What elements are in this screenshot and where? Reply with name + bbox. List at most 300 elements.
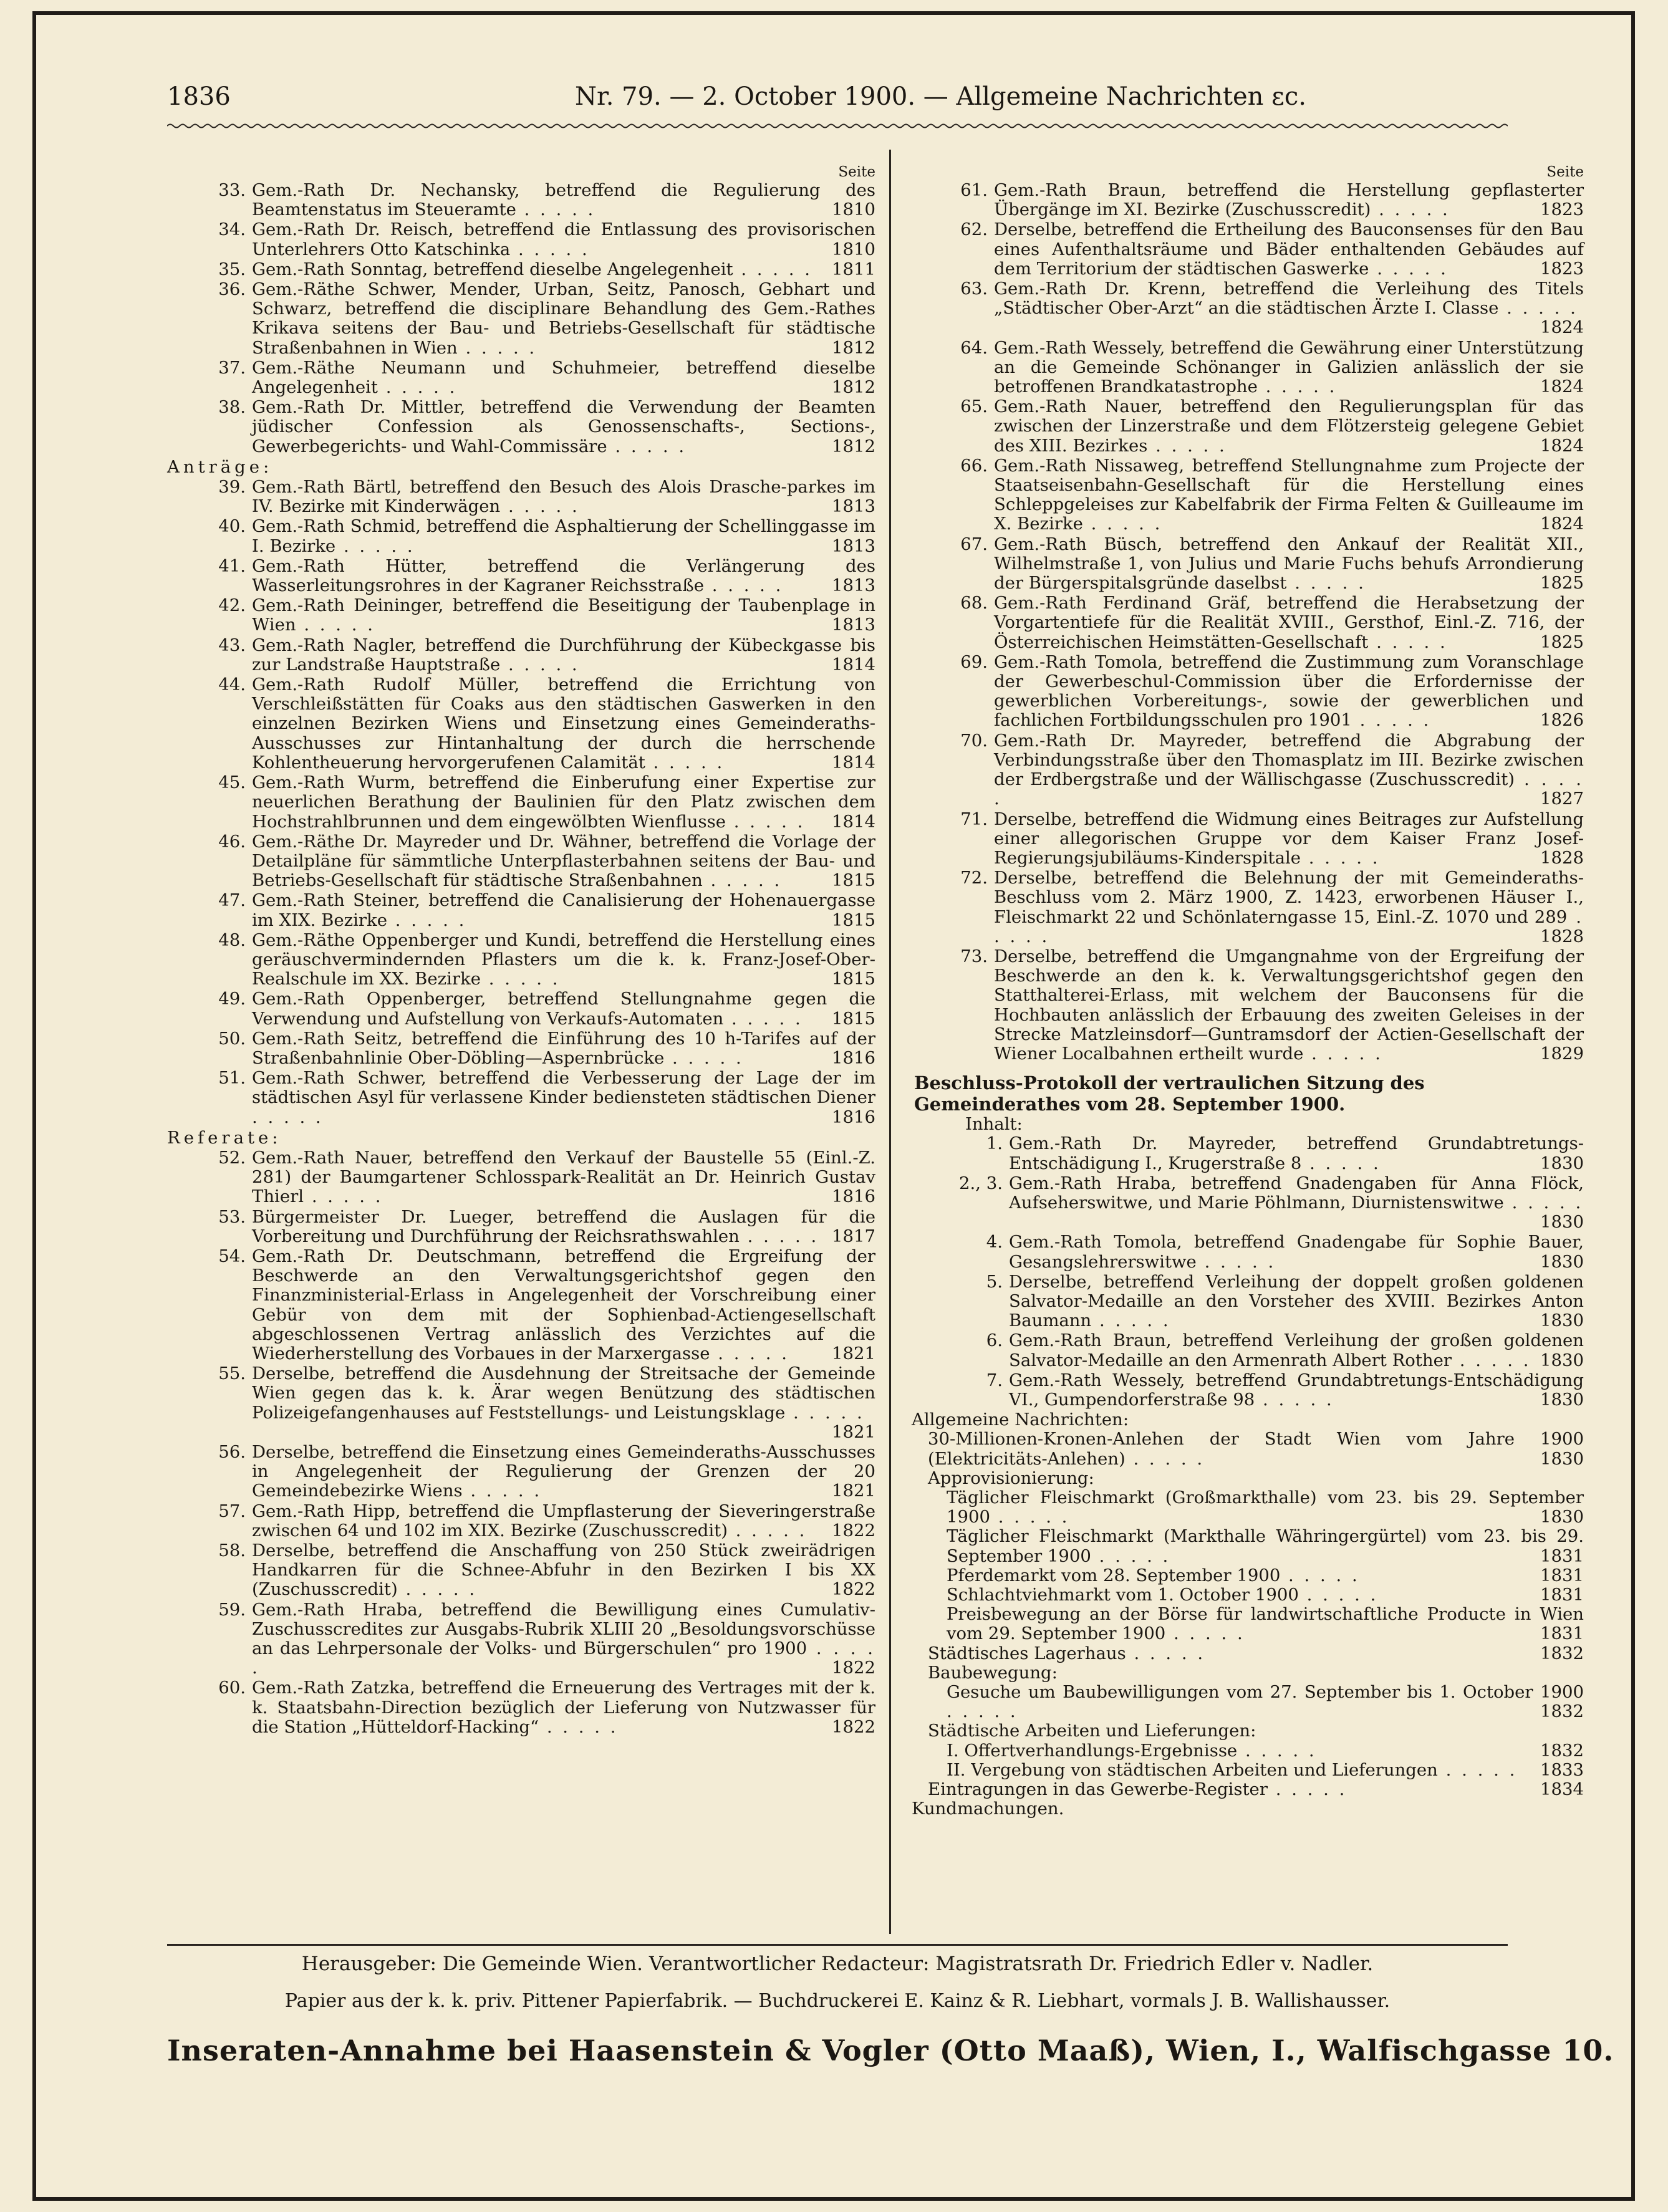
leader-dots: . . . . . bbox=[510, 239, 590, 259]
entry-text bbox=[994, 535, 1584, 594]
leader-dots: . . . . . bbox=[1255, 1389, 1334, 1410]
page-reference: 1814 bbox=[832, 811, 875, 832]
leader-dots: . . . . . bbox=[335, 536, 415, 556]
entry-text bbox=[994, 653, 1584, 731]
leader-dots: . . . . . bbox=[1437, 1759, 1518, 1780]
entry-number: 62. bbox=[960, 219, 988, 240]
referate-list bbox=[167, 1148, 875, 1737]
page-reference: 1830 bbox=[1540, 1448, 1584, 1469]
entry-text bbox=[252, 1069, 875, 1127]
news-item-title: Gesuche um Baubewilligungen vom 27. September bis 1. October 1900 bbox=[947, 1682, 1584, 1703]
page-reference: 1815 bbox=[832, 910, 875, 930]
entry-title: Derselbe, betreffend die Einsetzung eines Gemeinderaths-Ausschusses in Angelegenheit der Regulierung der Grenzen der 20 Gemeindebezirke Wiens bbox=[252, 1442, 875, 1501]
page-reference: 1822 bbox=[832, 1716, 875, 1737]
page-reference: 1830 bbox=[1540, 1153, 1584, 1173]
entry-number: 6. bbox=[986, 1330, 1003, 1351]
antraege-heading: Anträge: bbox=[167, 456, 273, 477]
news-item bbox=[909, 1663, 1584, 1683]
page-number: 1836 bbox=[167, 82, 231, 111]
page-reference: 1822 bbox=[832, 1579, 875, 1600]
page-reference: 1830 bbox=[1540, 1310, 1584, 1331]
entry-number: 49. bbox=[218, 989, 246, 1009]
entry-number: 71. bbox=[960, 809, 988, 829]
entry-title: Gem.-Räthe Neumann und Schuhmeier, betreffend dieselbe Angelegenheit bbox=[252, 357, 875, 398]
entry-text bbox=[252, 1029, 875, 1068]
entry-title: Gem.-Rath Nauer, betreffend den Regulierungsplan für das zwischen der Linzerstraße und dem Flötzersteig gelegene Gebiet des XIII. Bezirkes bbox=[994, 397, 1584, 456]
news-item bbox=[909, 1605, 1584, 1643]
page-reference: 1813 bbox=[832, 536, 875, 556]
entry-title: Gem.-Rath Dr. Nechansky, betreffend die Regulierung des Beamtenstatus im Steueramte bbox=[252, 180, 875, 220]
leader-dots: . . . . . bbox=[457, 337, 538, 358]
entry-text bbox=[252, 220, 875, 259]
list-entry bbox=[167, 478, 875, 516]
news-item-title: Schlachtviehmarkt vom 1. October 1900 bbox=[947, 1585, 1299, 1605]
leader-dots: . . . . . bbox=[1371, 200, 1450, 220]
list-entry bbox=[909, 1272, 1584, 1331]
leader-dots: . . . . . bbox=[645, 752, 725, 772]
page-reference: 1823 bbox=[1540, 258, 1584, 279]
page-reference: 1824 bbox=[1540, 377, 1584, 397]
entry-text bbox=[252, 1148, 875, 1207]
leader-dots: . . . . . bbox=[664, 1047, 744, 1068]
entry-title: Gem.-Rath Wessely, betreffend Grundabtretungs-Entschädigung VI., Gumpendorferstraße 98 bbox=[1009, 1370, 1584, 1410]
news-item bbox=[909, 1741, 1584, 1761]
list-entry bbox=[167, 1678, 875, 1737]
entry-title: Gem.-Rath Tomola, betreffend die Zustimmung zum Voranschlage der Gewerbeschul-Commission über die Erfordernisse der gewerblichen Vorbereitungs-, sowie der gewerblichen und fachlichen Fortbildungsschulen pro 1901 bbox=[994, 652, 1584, 731]
inhalt-list bbox=[909, 1134, 1584, 1410]
page-reference: 1816 bbox=[832, 1107, 875, 1127]
entry-text bbox=[252, 596, 875, 635]
entry-number: 34. bbox=[218, 219, 246, 240]
page-reference: 1831 bbox=[1540, 1585, 1584, 1605]
entry-title: Gem.-Rath Bärtl, betreffend den Besuch des Alois Drasche-parkes im IV. Bezirke mit Kinderwägen bbox=[252, 477, 875, 517]
page-reference: 1813 bbox=[832, 496, 875, 517]
page-reference: 1823 bbox=[1540, 200, 1584, 220]
news-item-title: Pferdemarkt vom 28. September 1900 bbox=[947, 1565, 1281, 1585]
news-item-title: II. Vergebung von städtischen Arbeiten und Lieferungen bbox=[947, 1759, 1438, 1780]
list-entry bbox=[167, 260, 875, 279]
entry-text bbox=[1009, 1371, 1584, 1410]
page-reference: 1814 bbox=[832, 654, 875, 675]
entry-number: 45. bbox=[218, 772, 246, 793]
entry-text bbox=[1009, 1134, 1584, 1173]
allgemeine-nachrichten-list bbox=[909, 1430, 1584, 1819]
entry-number: 66. bbox=[960, 455, 988, 476]
list-entry bbox=[909, 220, 1584, 279]
leader-dots: . . . . . bbox=[481, 969, 561, 989]
page-reference: 1813 bbox=[832, 575, 875, 596]
news-item-text bbox=[947, 1605, 1584, 1643]
entry-title: Gem.-Rath Büsch, betreffend den Ankauf der Realität XII., Wilhelmstraße 1, von Julius und Marie Fuchs behufs Arrondierung der Bürgerspitalsgründe daselbst bbox=[994, 534, 1584, 594]
entry-title: Gem.-Rath Zatzka, betreffend die Erneuerung des Vertrages mit der k. k. Staatsbahn-Direction bezüglich der Lieferung von Nutzwasser für die Station „Hütteldorf-Hacking“ bbox=[252, 1678, 875, 1737]
entry-title: Gem.-Rath Tomola, betreffend Gnadengabe für Sophie Bauer, Gesangslehrerswitwe bbox=[1009, 1232, 1584, 1272]
entry-number: 35. bbox=[218, 259, 246, 279]
entry-text bbox=[994, 594, 1584, 652]
leader-dots: . . . . . bbox=[1286, 573, 1366, 594]
news-item bbox=[909, 1799, 1584, 1819]
list-entry bbox=[167, 517, 875, 555]
list-entry bbox=[167, 358, 875, 397]
entry-number: 39. bbox=[218, 477, 246, 498]
leader-dots: . . . . . bbox=[1301, 1153, 1381, 1173]
entry-text bbox=[252, 1502, 875, 1541]
entry-text bbox=[994, 339, 1584, 397]
list-entry bbox=[909, 535, 1584, 594]
page-reference: 1828 bbox=[1540, 847, 1584, 868]
leader-dots: . . . . . bbox=[1082, 514, 1163, 534]
news-item-title: I. Offertverhandlungs-Ergebnisse bbox=[947, 1740, 1238, 1761]
news-item bbox=[909, 1488, 1584, 1527]
entry-text bbox=[994, 731, 1584, 809]
entry-title: Gem.-Rath Seitz, betreffend die Einführung des 10 h-Tarifes auf der Straßenbahnlinie Ober-Döbling—Aspernbrücke bbox=[252, 1028, 875, 1068]
entry-title: Derselbe, betreffend die Anschaffung von 250 Stück zweirädrigen Handkarren für die Schnee-Abfuhr in den Bezirken I bis XX (Zuschusscredit) bbox=[252, 1541, 875, 1600]
news-item-title: Täglicher Fleischmarkt (Großmarkthalle) vom 23. bis 29. September 1900 bbox=[947, 1488, 1584, 1527]
entry-text bbox=[252, 891, 875, 930]
leader-dots: . . . . . bbox=[725, 811, 806, 832]
list-entry bbox=[909, 181, 1584, 219]
leader-dots: . . . . . bbox=[710, 1343, 789, 1363]
entry-text bbox=[252, 358, 875, 397]
news-item-title: Täglicher Fleischmarkt (Markthalle Währingergürtel) vom 23. bis 29. September 1900 bbox=[947, 1526, 1584, 1566]
leader-dots: . . . . . bbox=[462, 1481, 542, 1501]
leader-dots: . . . . . bbox=[607, 436, 687, 456]
entry-title: Gem.-Rath Nissaweg, betreffend Stellungnahme zum Projecte der Staatseisenbahn-Gesellschaft für die Herstellung eines Schleppgeleises zur Kabelfabrik der Firma Felten & Guilleaume im X. Bezirke bbox=[994, 455, 1584, 534]
entry-number: 63. bbox=[960, 279, 988, 299]
list-entry bbox=[167, 675, 875, 772]
news-item-title: Preisbewegung an der Börse für landwirtschaftliche Producte in Wien vom 29. September 1900 bbox=[947, 1604, 1584, 1644]
entry-text bbox=[252, 989, 875, 1028]
list-entry bbox=[167, 1364, 875, 1442]
news-item bbox=[909, 1585, 1584, 1605]
entry-title: Gem.-Rath Nagler, betreffend die Durchführung der Kübeckgasse bis zur Landstraße Hauptstraße bbox=[252, 635, 875, 675]
entry-number: 33. bbox=[218, 180, 246, 200]
entry-text bbox=[252, 260, 875, 279]
entry-title: Gem.-Rath Braun, betreffend Verleihung der großen goldenen Salvator-Medaille an den Armenrath Albert Rother bbox=[1009, 1330, 1584, 1370]
page-reference: 1833 bbox=[1540, 1759, 1584, 1780]
entry-number: 43. bbox=[218, 635, 246, 655]
entry-title: Bürgermeister Dr. Lueger, betreffend die Auslagen für die Vorbereitung und Durchführung der Reichsrathswahlen bbox=[252, 1206, 875, 1246]
page-reference: 1824 bbox=[1540, 514, 1584, 534]
entry-text bbox=[994, 947, 1584, 1064]
page-reference: 1815 bbox=[832, 870, 875, 891]
list-entry bbox=[167, 1541, 875, 1600]
page-reference: 1831 bbox=[1540, 1546, 1584, 1566]
list-entry bbox=[909, 810, 1584, 868]
leader-dots: . . . . . bbox=[1091, 1310, 1171, 1331]
leader-dots: . . . . . bbox=[1125, 1448, 1205, 1469]
page-reference: 1830 bbox=[1540, 1350, 1584, 1370]
list-entry bbox=[909, 947, 1584, 1064]
news-item-text bbox=[928, 1469, 1584, 1488]
leader-dots: . . . . . bbox=[1126, 1643, 1206, 1663]
news-item bbox=[909, 1780, 1584, 1799]
entry-number: 48. bbox=[218, 930, 246, 950]
leader-dots: . . . . . bbox=[1503, 1192, 1584, 1213]
imprint-printer: Papier aus der k. k. priv. Pittener Papierfabrik. — Buchdruckerei E. Kainz & R. Liebhart, vormals J. B. Wallishausser. bbox=[284, 1990, 1391, 2012]
entry-number: 1. bbox=[986, 1133, 1003, 1154]
page-reference: 1813 bbox=[832, 615, 875, 635]
entry-number: 38. bbox=[218, 397, 246, 418]
entry-number: 51. bbox=[218, 1068, 246, 1089]
list-entry bbox=[167, 1443, 875, 1501]
news-item bbox=[909, 1469, 1584, 1488]
entry-text bbox=[252, 1600, 875, 1678]
entry-number: 40. bbox=[218, 516, 246, 537]
page-reference: 1812 bbox=[832, 337, 875, 358]
protokoll-title: Beschluss-Protokoll der vertraulichen Sitzung des Gemeinderathes vom 28. September 1900. bbox=[914, 1072, 1425, 1115]
list-entry bbox=[909, 868, 1584, 946]
news-item bbox=[909, 1527, 1584, 1565]
list-entry bbox=[167, 636, 875, 675]
list-entry bbox=[909, 1331, 1584, 1370]
entry-text bbox=[1009, 1272, 1584, 1331]
entry-text bbox=[252, 398, 875, 456]
entry-title: Gem.-Rath Dr. Krenn, betreffend die Verleihung des Titels „Städtischer Ober-Arzt“ an die städtischen Ärzte I. Classe bbox=[994, 279, 1584, 319]
list-entry bbox=[167, 1069, 875, 1127]
leader-dots: . . . . . bbox=[785, 1402, 865, 1423]
footer-rule bbox=[167, 1944, 1508, 1946]
leader-dots: . . . . . bbox=[296, 615, 375, 635]
page-reference: 1830 bbox=[1540, 1251, 1584, 1272]
entry-text bbox=[994, 456, 1584, 534]
news-item-title: Baubewegung: bbox=[928, 1662, 1058, 1683]
news-item-text bbox=[912, 1799, 1584, 1819]
column-separator bbox=[889, 150, 891, 1934]
entry-title: Gem.-Rath Wessely, betreffend die Gewährung einer Unterstützung an die Gemeinde Schönanger in Galizien anlässlich der sie betroffenen Brandkatastrophe bbox=[994, 337, 1584, 397]
page-reference: 1816 bbox=[832, 1186, 875, 1207]
entry-number: 56. bbox=[218, 1442, 246, 1462]
page-reference: 1811 bbox=[832, 259, 875, 279]
page-reference: 1828 bbox=[1540, 926, 1584, 946]
page-reference: 1826 bbox=[1540, 710, 1584, 731]
entry-text bbox=[994, 220, 1584, 279]
list-entry bbox=[167, 1247, 875, 1363]
entry-number: 69. bbox=[960, 652, 988, 672]
news-item-title: Kundmachungen. bbox=[912, 1799, 1064, 1819]
news-item bbox=[909, 1430, 1584, 1468]
leader-dots: . . . . . bbox=[500, 654, 580, 675]
entry-title: Gem.-Räthe Schwer, Mender, Urban, Seitz, Panosch, Gebhart und Schwarz, betreffend die disciplinare Behandlung des Gem.-Rathes Krikava seitens der Bau- und Betriebs-Gesellschaft für städtische Straßenbahnen in Wien bbox=[252, 279, 875, 358]
leader-dots: . . . . . bbox=[1267, 1779, 1347, 1800]
entry-title: Gem.-Rath Steiner, betreffend die Canalisierung der Hohenauergasse im XIX. Bezirke bbox=[252, 890, 875, 930]
entry-text bbox=[1009, 1331, 1584, 1370]
list-entry bbox=[167, 220, 875, 259]
list-entry bbox=[167, 832, 875, 891]
news-item bbox=[909, 1721, 1584, 1741]
leader-dots: . . . . . bbox=[1196, 1251, 1276, 1272]
entry-number: 47. bbox=[218, 890, 246, 911]
entry-number: 65. bbox=[960, 397, 988, 417]
page-reference: 1825 bbox=[1540, 632, 1584, 652]
entry-number: 52. bbox=[218, 1147, 246, 1168]
entry-title: Derselbe, betreffend die Widmung eines Beitrages zur Aufstellung einer allegorischen Gruppe vor dem Kaiser Franz Josef-Regierungsjubiläums-Kinderspitale bbox=[994, 809, 1584, 868]
entry-text bbox=[1009, 1174, 1584, 1233]
entry-title: Gem.-Rath Dr. Deutschmann, betreffend die Ergreifung der Beschwerde an den Verwaltungsgerichtshof gegen den Finanzministerial-Erlass in Angelegenheit der Vorschreibung einer Gebür von dem mit der Sophienbad-Actiengesellschaft abgeschlossenen Vertrag anlässlich des Verzichtes auf die Wiederherstellung des Vorbaues in der Marxergasse bbox=[252, 1246, 875, 1363]
entry-text bbox=[252, 478, 875, 516]
page-reference: 1822 bbox=[832, 1658, 875, 1678]
page-reference: 1829 bbox=[1540, 1043, 1584, 1064]
news-item bbox=[909, 1761, 1584, 1780]
entry-number: 4. bbox=[986, 1232, 1003, 1253]
list-entry bbox=[909, 653, 1584, 731]
list-entry bbox=[909, 1233, 1584, 1271]
page-reference: 1822 bbox=[832, 1520, 875, 1541]
seite-label-right: Seite bbox=[1546, 164, 1584, 180]
entry-text bbox=[1009, 1233, 1584, 1271]
entry-title: Gem.-Räthe Dr. Mayreder und Dr. Wähner, betreffend die Vorlage der Detailpläne für sämmtliche Unterpflasterbahnen seitens der Bau- und Betriebs-Gesellschaft für städtische Straßenbahnen bbox=[252, 831, 875, 891]
page-reference: 1816 bbox=[832, 1047, 875, 1068]
news-item-text bbox=[947, 1488, 1584, 1527]
entry-title: Gem.-Rath Oppenberger, betreffend Stellungnahme gegen die Verwendung und Aufstellung von Verkaufs-Automaten bbox=[252, 989, 875, 1029]
leader-dots: . . . . . bbox=[947, 1701, 1018, 1722]
entry-title: Gem.-Rath Nauer, betreffend den Verkauf der Baustelle 55 (Einl.-Z. 281) der Baumgartener Schlosspark-Realität an Dr. Heinrich Gustav Thierl bbox=[252, 1147, 875, 1207]
page-reference: 1827 bbox=[1540, 789, 1584, 809]
list-entry bbox=[167, 1502, 875, 1541]
entry-text bbox=[252, 636, 875, 675]
leader-dots: . . . . . bbox=[1369, 258, 1449, 279]
list-entry bbox=[909, 1174, 1584, 1233]
entry-title: Gem.-Rath Hipp, betreffend die Umpflasterung der Sieveringerstraße zwischen 64 und 102 im XIX. Bezirke (Zuschusscredit) bbox=[252, 1501, 875, 1541]
list-entry bbox=[167, 181, 875, 219]
page-reference: 1832 bbox=[1540, 1701, 1584, 1722]
leader-dots: . . . . . bbox=[516, 200, 596, 220]
page-reference: 1810 bbox=[832, 239, 875, 259]
right-column bbox=[909, 163, 1584, 1819]
news-item-text bbox=[947, 1527, 1584, 1565]
left-top-entries bbox=[167, 181, 875, 456]
imprint-advertising: Inseraten-Annahme bei Haasenstein & Vogler (Otto Maaß), Wien, I., Walfischgasse 10. bbox=[167, 2034, 1614, 2067]
page-reference: 1831 bbox=[1540, 1623, 1584, 1644]
leader-dots: . . . . . bbox=[733, 259, 812, 279]
entry-text bbox=[252, 1208, 875, 1246]
list-entry bbox=[167, 557, 875, 595]
list-entry bbox=[167, 1208, 875, 1246]
list-entry bbox=[167, 1029, 875, 1068]
entry-title: Derselbe, betreffend die Belehnung der mit Gemeinderaths-Beschluss vom 2. März 1900, Z. 1423, erworbenen Häuser I., Fleischmarkt 22 und Schönlaterngasse 15, Einl.-Z. 1070 und 289 bbox=[994, 868, 1584, 927]
antraege-list bbox=[167, 478, 875, 1127]
entry-text bbox=[252, 280, 875, 358]
entry-number: 7. bbox=[986, 1370, 1003, 1390]
page-reference: 1831 bbox=[1540, 1565, 1584, 1585]
entry-text bbox=[252, 931, 875, 989]
entry-number: 54. bbox=[218, 1246, 246, 1266]
entry-number: 42. bbox=[218, 595, 246, 616]
leader-dots: . . . . . bbox=[1091, 1546, 1171, 1566]
leader-dots: . . . . . bbox=[1351, 710, 1432, 731]
news-item bbox=[909, 1566, 1584, 1585]
leader-dots: . . . . . bbox=[1257, 377, 1338, 397]
entry-title: Gem.-Rath Dr. Mayreder, betreffend Grundabtretungs-Entschädigung I., Krugerstraße 8 bbox=[1009, 1133, 1584, 1173]
entry-number: 70. bbox=[960, 730, 988, 751]
inhalt-heading: Inhalt: bbox=[965, 1114, 1023, 1135]
page-reference: 1821 bbox=[832, 1421, 875, 1442]
list-entry bbox=[167, 1148, 875, 1207]
leader-dots: . . . . . bbox=[990, 1507, 1070, 1527]
entry-title: Derselbe, betreffend die Ausdehnung der Streitsache der Gemeinde Wien gegen das k. k. Ärar wegen Benützung des städtischen Polizeigefangenhauses auf Feststellungs- und Leistungsklage bbox=[252, 1363, 875, 1423]
entry-title: Gem.-Rath Dr. Reisch, betreffend die Entlassung des provisorischen Unterlehrers Otto Katschinka bbox=[252, 219, 875, 259]
page-reference: 1821 bbox=[832, 1481, 875, 1501]
leader-dots: . . . . . bbox=[1452, 1350, 1531, 1370]
leader-dots: . . . . . bbox=[252, 1638, 875, 1678]
entry-text bbox=[252, 181, 875, 219]
list-entry bbox=[167, 398, 875, 456]
entry-number: 5. bbox=[986, 1271, 1003, 1292]
leader-dots: . . . . . bbox=[1280, 1565, 1360, 1585]
leader-dots: . . . . . bbox=[703, 575, 784, 596]
entry-title: Gem.-Rath Hraba, betreffend die Bewilligung eines Cumulativ-Zuschusscredites zur Ausgabs-Rubrik XLIII 20 „Besoldungsvorschüsse an das Lehrpersonale der Volks- und Bürgerschulen“ pro 1900 bbox=[252, 1599, 875, 1659]
entry-text bbox=[252, 832, 875, 891]
list-entry bbox=[167, 989, 875, 1028]
news-item bbox=[909, 1644, 1584, 1663]
news-item-title: Approvisionierung: bbox=[928, 1468, 1094, 1488]
entry-number: 44. bbox=[218, 675, 246, 695]
page-reference: 1815 bbox=[832, 1008, 875, 1029]
page-reference: 1830 bbox=[1540, 1507, 1584, 1527]
leader-dots: . . . . . bbox=[1147, 435, 1227, 456]
entry-title: Gem.-Rath Deininger, betreffend die Beseitigung der Taubenplage in Wien bbox=[252, 595, 875, 635]
entry-number: 37. bbox=[218, 357, 246, 378]
page-reference: 1821 bbox=[832, 1343, 875, 1363]
leader-dots: . . . . . bbox=[304, 1186, 383, 1207]
news-item-title: Städtisches Lagerhaus bbox=[928, 1643, 1126, 1663]
list-entry bbox=[167, 280, 875, 358]
news-item-text bbox=[947, 1566, 1584, 1585]
news-item-text bbox=[947, 1683, 1584, 1721]
entry-title: Gem.-Rath Schmid, betreffend die Asphaltierung der Schellinggasse im I. Bezirke bbox=[252, 516, 875, 556]
news-item-text bbox=[928, 1721, 1584, 1741]
page-reference: 1817 bbox=[832, 1226, 875, 1246]
entry-text bbox=[994, 181, 1584, 219]
leader-dots: . . . . . bbox=[252, 1107, 324, 1127]
list-entry bbox=[167, 596, 875, 635]
entry-title: Gem.-Rath Dr. Mayreder, betreffend die Abgrabung der Verbindungsstraße über den Thomasplatz im III. Bezirke zwischen der Erdbergstraße und der Wällischgasse (Zuschusscredit) bbox=[994, 730, 1584, 790]
entry-number: 73. bbox=[960, 946, 988, 966]
news-item-title: Eintragungen in das Gewerbe-Register bbox=[928, 1779, 1268, 1800]
page-header bbox=[167, 82, 1508, 120]
list-entry bbox=[167, 931, 875, 989]
entry-text bbox=[994, 397, 1584, 456]
page-reference: 1814 bbox=[832, 752, 875, 772]
leader-dots: . . . . . bbox=[1498, 298, 1578, 319]
entry-number: 72. bbox=[960, 868, 988, 888]
entry-number: 59. bbox=[218, 1599, 246, 1620]
entry-text bbox=[994, 810, 1584, 868]
leader-dots: . . . . . bbox=[1301, 847, 1381, 868]
entry-title: Gem.-Rath Hütter, betreffend die Verlängerung des Wasserleitungsrohres in der Kagraner Reichsstraße bbox=[252, 555, 875, 596]
entry-number: 57. bbox=[218, 1501, 246, 1521]
news-item-text bbox=[928, 1780, 1584, 1799]
left-column bbox=[167, 163, 875, 1738]
entry-text bbox=[252, 1678, 875, 1737]
entry-text bbox=[252, 557, 875, 595]
list-entry bbox=[909, 456, 1584, 534]
page-reference: 1830 bbox=[1540, 1389, 1584, 1410]
entry-title: Derselbe, betreffend die Ertheilung des Bauconsenses für den Bau eines Aufenthaltsräume und Bäder enthaltenden Gebäudes auf dem Territorium der städtischen Gaswerke bbox=[994, 219, 1584, 279]
entry-number: 55. bbox=[218, 1363, 246, 1384]
news-item-text bbox=[928, 1430, 1584, 1468]
entry-title: Gem.-Rath Ferdinand Gräf, betreffend die Herabsetzung der Vorgartentiefe für die Realität XVIII., Gersthof, Einl.-Z. 716, der Österreichischen Heimstätten-Gesellschaft bbox=[994, 593, 1584, 652]
entry-title: Gem.-Rath Schwer, betreffend die Verbesserung der Lage der im städtischen Asyl für verlassene Kinder bediensteten städtischen Diener bbox=[252, 1068, 875, 1108]
seite-label-left: Seite bbox=[838, 164, 875, 180]
list-entry bbox=[909, 731, 1584, 809]
list-entry bbox=[909, 339, 1584, 397]
entry-text bbox=[252, 517, 875, 555]
entry-title: Derselbe, betreffend die Umgangnahme von der Ergreifung der Beschwerde an den k. k. Verwaltungsgerichtshof gegen den Statthalterei-Erlass, mit welchem der Bauconsens für die Hochbauten anlässlich der Erbauung des zweiten Geleises in der Strecke Matzleinsdorf—Guntramsdorf der Actien-Gesellschaft der Wiener Localbahnen ertheilt wurde bbox=[994, 946, 1584, 1064]
list-entry bbox=[909, 279, 1584, 338]
page-reference: 1832 bbox=[1540, 1643, 1584, 1663]
leader-dots: . . . . . bbox=[1237, 1740, 1317, 1761]
entry-number: 2., 3. bbox=[959, 1173, 1003, 1193]
